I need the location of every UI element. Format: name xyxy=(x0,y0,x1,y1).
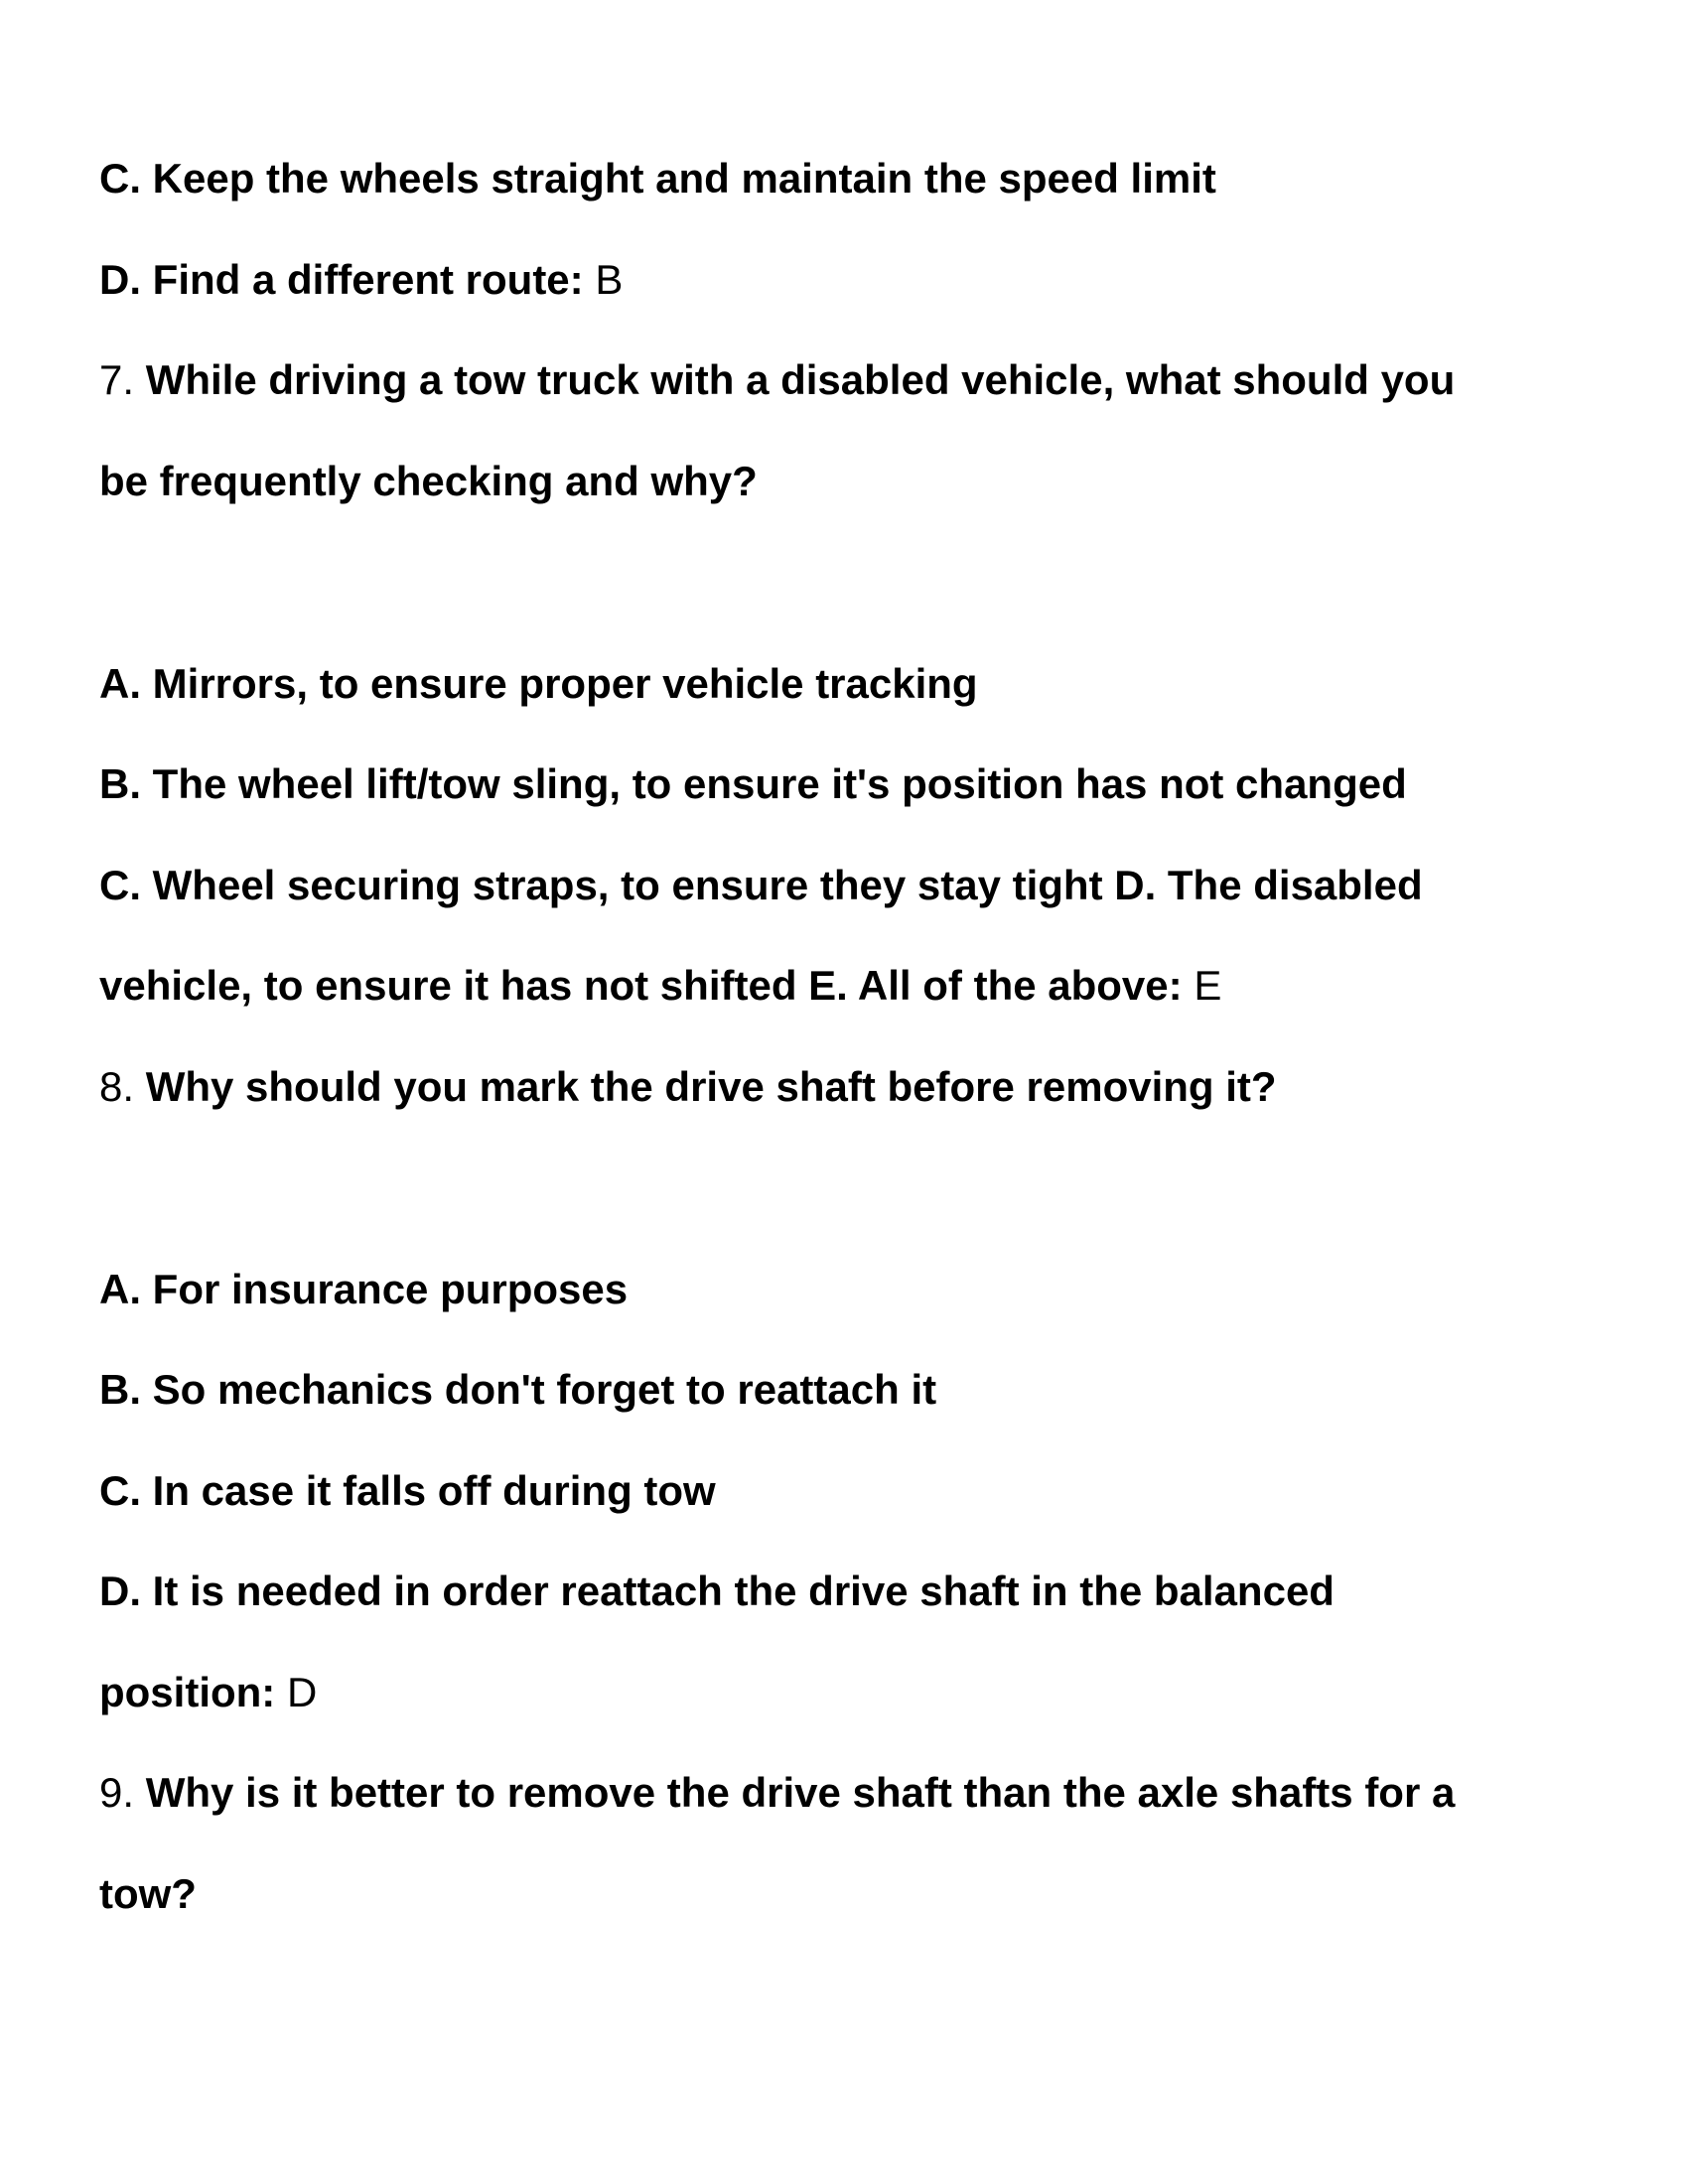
q6-answer: B xyxy=(595,256,624,303)
q7-question-line-1 xyxy=(99,355,1455,405)
q8-option-d-line-1 xyxy=(99,1567,1335,1616)
q7-question-line-2 xyxy=(99,457,758,506)
q7-option-a xyxy=(99,659,978,709)
q7-options-line-3 xyxy=(99,861,1423,910)
q6-option-c xyxy=(99,154,1216,204)
q8-question xyxy=(99,1062,1277,1112)
q8-option-c xyxy=(99,1466,716,1516)
q8-option-a xyxy=(99,1265,628,1314)
q7-options-line-4-text: vehicle, to ensure it has not shifted E. All of the above: xyxy=(99,962,1183,1009)
q9-question-text-1: Why is it better to remove the drive shaft than the axle shafts for a xyxy=(145,1769,1456,1816)
q7-option-b-text: B. The wheel lift/tow sling, to ensure it's position has not changed xyxy=(99,760,1407,807)
q7-option-a-text: A. Mirrors, to ensure proper vehicle tracking xyxy=(99,660,978,707)
q9-number: 9. xyxy=(99,1769,135,1816)
q9-question-line-2 xyxy=(99,1869,197,1919)
q8-number: 8. xyxy=(99,1063,135,1110)
q6-option-c-text: C. Keep the wheels straight and maintain the speed limit xyxy=(99,155,1216,202)
q8-answer: D xyxy=(286,1669,318,1715)
q8-option-a-text: A. For insurance purposes xyxy=(99,1266,629,1312)
q7-answer: E xyxy=(1194,962,1222,1009)
q7-options-line-4 xyxy=(99,961,1221,1011)
q7-question-text-1: While driving a tow truck with a disabled vehicle, what should you xyxy=(145,356,1456,403)
q9-question-line-1 xyxy=(99,1768,1455,1818)
q8-question-text: Why should you mark the drive shaft before removing it? xyxy=(145,1063,1277,1110)
q8-option-c-text: C. In case it falls off during tow xyxy=(99,1467,716,1514)
q9-question-text-2: tow? xyxy=(99,1870,197,1917)
q7-option-b xyxy=(99,759,1407,809)
q8-option-d-text-1: D. It is needed in order reattach the drive shaft in the balanced xyxy=(99,1568,1335,1614)
q8-option-d-line-2 xyxy=(99,1668,317,1717)
q6-option-d xyxy=(99,255,623,305)
q7-question-text-2: be frequently checking and why? xyxy=(99,458,758,504)
q8-option-d-text-2: position: xyxy=(99,1669,276,1715)
q7-options-line-3-text: C. Wheel securing straps, to ensure they stay tight D. The disabled xyxy=(99,862,1423,908)
q8-option-b-text: B. So mechanics don't forget to reattach it xyxy=(99,1366,937,1413)
q7-number: 7. xyxy=(99,356,135,403)
q6-option-d-text: D. Find a different route: xyxy=(99,256,584,303)
q8-option-b xyxy=(99,1365,936,1415)
